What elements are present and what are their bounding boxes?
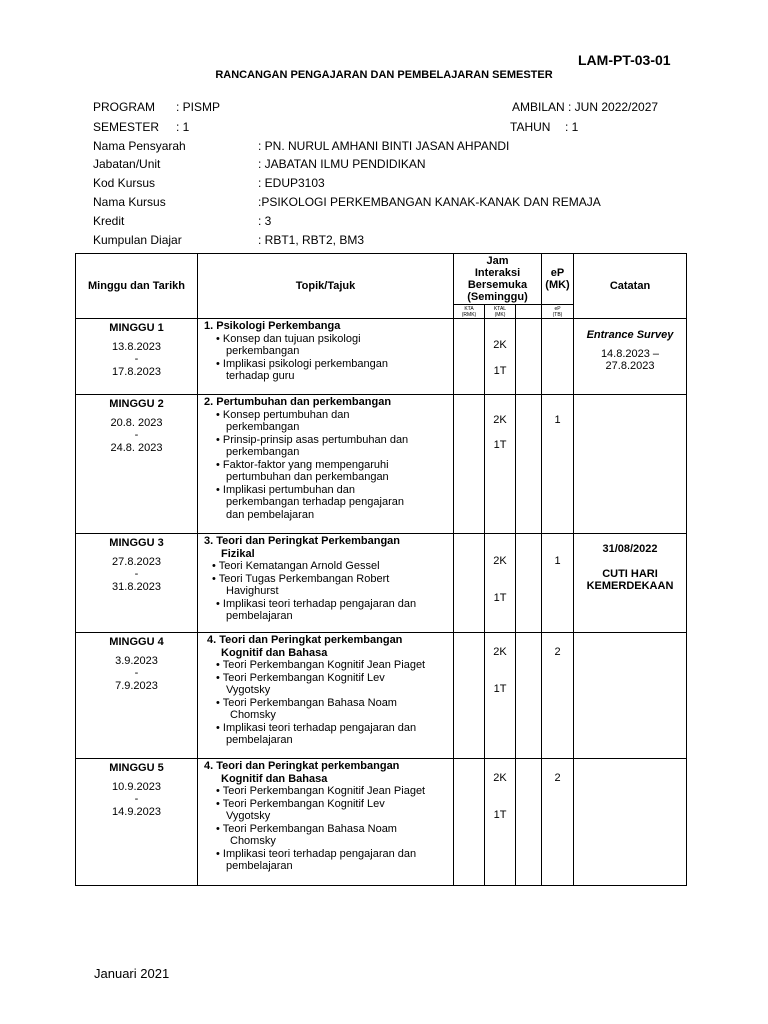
topic-cell [198, 633, 454, 759]
topic-line: terhadap guru [226, 370, 295, 382]
topic-line: dan pembelajaran [226, 508, 315, 521]
ep-value: 2 [554, 772, 561, 784]
date-to: 7.9.2023 [115, 679, 158, 692]
hours-t: 1T [493, 365, 507, 377]
note-cell [574, 319, 687, 395]
hours-k: 2K [493, 772, 507, 784]
course-code-label: Kod Kursus [93, 176, 156, 190]
header-jam-line: Jam [486, 255, 509, 267]
tahun-label: TAHUN [510, 120, 551, 134]
hours-t: 1T [493, 439, 507, 451]
blank-cell [516, 759, 542, 886]
date-to: 31.8.2023 [112, 580, 161, 593]
ep-cell [542, 395, 574, 534]
week-label: MINGGU 1 [109, 322, 164, 334]
week-cell [76, 759, 198, 886]
ktal-cell [485, 534, 516, 633]
footer-date: Januari 2021 [94, 966, 170, 981]
ep-value: 1 [554, 555, 561, 567]
hours-t: 1T [493, 809, 507, 821]
topic-cell [198, 534, 454, 633]
kta-cell [454, 395, 485, 534]
week-label: MINGGU 5 [109, 762, 164, 774]
ep-cell [542, 759, 574, 886]
topic-line: • Faktor-faktor yang mempengaruhi [216, 458, 389, 471]
blank-cell [516, 319, 542, 395]
topic-line: perkembangan terhadap pengajaran [226, 496, 404, 508]
ktal-cell [485, 395, 516, 534]
topic-title: 2. Pertumbuhan dan perkembangan [204, 396, 392, 408]
semester-value: : 1 [176, 120, 190, 134]
lecturer-value: : PN. NURUL AMHANI BINTI JASAN AHPANDI [258, 139, 510, 153]
week-cell [76, 395, 198, 534]
header-ep-line: eP [550, 267, 565, 279]
document-title: RANCANGAN PENGAJARAN DAN PEMBELAJARAN SEMESTER [215, 69, 553, 81]
week-label: MINGGU 4 [109, 636, 164, 648]
topic-line: • Teori Perkembangan Kognitif Jean Piaget [216, 785, 426, 797]
topic-title: Fizikal [221, 547, 255, 560]
department-label: Jabatan/Unit [93, 157, 161, 171]
topic-line: • Teori Perkembangan Bahasa Noam [216, 696, 397, 709]
ep-value: 1 [554, 414, 561, 426]
topic-line: • Konsep pertumbuhan dan [216, 408, 350, 421]
topic-cell [198, 395, 454, 534]
topic-line: Havighurst [226, 585, 279, 597]
week-cell [76, 319, 198, 395]
ktal-cell [485, 759, 516, 886]
topic-title: 3. Teori dan Peringkat Perkembangan [204, 535, 401, 547]
kta-cell [454, 633, 485, 759]
ktal-cell [485, 319, 516, 395]
program-value: : PISMP [176, 100, 221, 114]
note-cell [574, 759, 687, 886]
table-header-row [76, 254, 687, 305]
course-name-label: Nama Kursus [93, 195, 166, 209]
kta-cell [454, 319, 485, 395]
note-title: 31/08/2022 [602, 543, 658, 555]
topic-title: 4. Teori dan Peringkat perkembangan [204, 760, 400, 772]
topic-line: • Prinsip-prinsip asas pertumbuhan dan [216, 433, 409, 446]
date-from: 27.8.2023 [112, 555, 161, 568]
table-row [76, 319, 687, 395]
lecturer-label: Nama Pensyarah [93, 139, 186, 153]
topic-line: • Teori Perkembangan Kognitif Lev [216, 797, 385, 810]
blank-cell [516, 534, 542, 633]
date-to: 14.9.2023 [112, 805, 161, 818]
topic-line: • Teori Perkembangan Kognitif Lev [216, 671, 385, 684]
topic-title: Kognitif dan Bahasa [221, 772, 328, 785]
header-jam-line: Interaksi [474, 267, 521, 279]
topic-line: Chomsky [230, 835, 276, 847]
header-catatan: Catatan [574, 254, 687, 319]
course-code-value: : EDUP3103 [258, 176, 325, 190]
hours-t: 1T [493, 683, 507, 695]
kta-cell [454, 534, 485, 633]
hours-k: 2K [493, 414, 507, 426]
topic-line: • Konsep dan tujuan psikologi [216, 332, 361, 345]
credit-value: : 3 [258, 214, 272, 228]
header-jam-line: (Seminggu) [467, 291, 528, 303]
date-to: 24.8. 2023 [110, 441, 163, 454]
ktal-cell [485, 633, 516, 759]
date-dash: - [134, 667, 139, 679]
topic-line: pertumbuhan dan perkembangan [226, 471, 389, 483]
topic-line: • Implikasi pertumbuhan dan [216, 483, 355, 496]
document-code: LAM-PT-03-01 [578, 52, 671, 68]
topic-line: • Teori Kematangan Arnold Gessel [212, 560, 380, 572]
week-cell [76, 633, 198, 759]
group-label: Kumpulan Diajar [93, 233, 182, 247]
note-line: CUTI HARI [602, 567, 658, 580]
table-row [76, 534, 687, 633]
ambilan-text: AMBILAN : JUN 2022/2027 [512, 100, 659, 114]
topic-line: pembelajaran [226, 860, 293, 872]
note-cell [574, 395, 687, 534]
topic-line: pembelajaran [226, 734, 293, 746]
subheader-kta: KTA (RMK) [454, 305, 485, 319]
note-line: 27.8.2023 [605, 360, 655, 372]
topic-title: 4. Teori dan Peringkat perkembangan [207, 634, 403, 646]
lesson-plan-table [75, 253, 687, 886]
note-cell [574, 633, 687, 759]
ep-cell [542, 319, 574, 395]
topic-title: Kognitif dan Bahasa [221, 646, 328, 659]
hours-k: 2K [493, 646, 507, 658]
header-minggu: Minggu dan Tarikh [76, 254, 198, 319]
topic-line: • Implikasi psikologi perkembangan [216, 357, 388, 370]
week-label: MINGGU 3 [109, 537, 164, 549]
course-name-value: :PSIKOLOGI PERKEMBANGAN KANAK-KANAK DAN REMAJA [258, 195, 601, 209]
week-label: MINGGU 2 [109, 398, 164, 410]
ep-cell [542, 633, 574, 759]
date-dash: - [134, 793, 139, 805]
date-from: 3.9.2023 [115, 654, 158, 667]
topic-line: • Implikasi teori terhadap pengajaran dan [216, 721, 417, 734]
header-jam-line: Bersemuka [467, 279, 528, 291]
subheader-ep: eP (TB) [542, 305, 574, 319]
hours-k: 2K [493, 339, 507, 351]
kta-cell [454, 759, 485, 886]
table-row [76, 759, 687, 886]
table-row [76, 395, 687, 534]
header-ep [542, 254, 574, 305]
topic-line: pembelajaran [226, 610, 293, 622]
note-title: Entrance Survey [586, 329, 674, 341]
topic-line: • Teori Perkembangan Kognitif Jean Piaget [216, 659, 426, 671]
date-dash: - [134, 429, 139, 441]
date-dash: - [134, 568, 139, 580]
hours-k: 2K [493, 555, 507, 567]
topic-line: Chomsky [230, 709, 276, 721]
credit-label: Kredit [93, 214, 125, 228]
topic-line: perkembangan [226, 421, 300, 433]
group-value: : RBT1, RBT2, BM3 [258, 233, 365, 247]
topic-line: • Teori Tugas Perkembangan Robert [212, 572, 390, 585]
header-jam [454, 254, 542, 305]
topic-line: • Implikasi teori terhadap pengajaran dan [216, 597, 417, 610]
topic-line: Vygotsky [226, 684, 271, 696]
ep-value: 2 [554, 646, 561, 658]
header-topik: Topik/Tajuk [198, 254, 454, 319]
topic-line: • Teori Perkembangan Bahasa Noam [216, 822, 397, 835]
blank-cell [516, 395, 542, 534]
note-line: 14.8.2023 – [600, 347, 660, 360]
note-line: KEMERDEKAAN [586, 580, 674, 592]
hours-t: 1T [493, 592, 507, 604]
date-dash: - [134, 353, 139, 365]
topic-cell [198, 759, 454, 886]
topic-line: perkembangan [226, 345, 300, 357]
topic-cell [198, 319, 454, 395]
topic-line: Vygotsky [226, 810, 271, 822]
note-cell [574, 534, 687, 633]
semester-label: SEMESTER [93, 120, 160, 134]
department-value: : JABATAN ILMU PENDIDIKAN [258, 157, 426, 171]
date-from: 13.8.2023 [112, 340, 161, 353]
topic-title: 1. Psikologi Perkembanga [204, 320, 341, 332]
table-row [76, 633, 687, 759]
date-to: 17.8.2023 [112, 365, 161, 378]
subheader-ktal: KTAL (MK) [485, 305, 516, 319]
ep-cell [542, 534, 574, 633]
date-from: 10.9.2023 [112, 780, 161, 793]
program-label: PROGRAM [93, 100, 156, 114]
topic-line: • Implikasi teori terhadap pengajaran dan [216, 847, 417, 860]
topic-line: perkembangan [226, 446, 300, 458]
blank-cell [516, 633, 542, 759]
week-cell [76, 534, 198, 633]
tahun-value: : 1 [565, 120, 579, 134]
header-ep-line: (MK) [545, 279, 570, 291]
date-from: 20.8. 2023 [110, 416, 163, 429]
subheader-blank [516, 305, 542, 319]
